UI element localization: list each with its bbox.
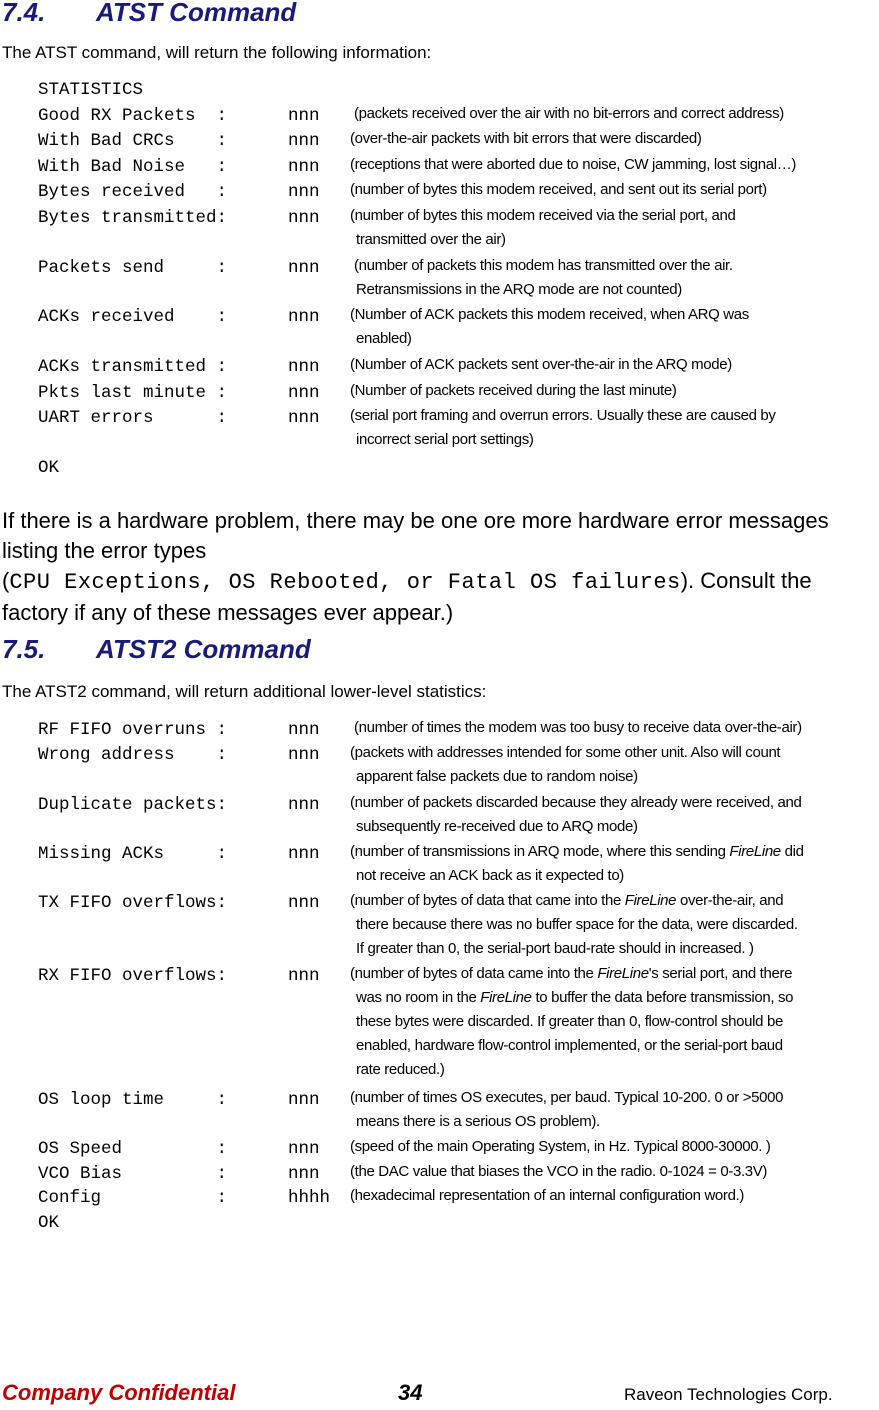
company-name: Raveon Technologies Corp. — [624, 1385, 833, 1404]
stat-description: (number of bytes this modem received via the serial port, and — [350, 207, 736, 224]
section-number: 7.4. — [2, 0, 46, 27]
section-title: ATST Command — [96, 0, 297, 27]
stat-label: Pkts last minute : — [38, 383, 228, 403]
stat-description: was no room in the FireLine to buffer the data before transmission, so — [356, 989, 794, 1006]
stat-description: enabled, hardware flow-control implemented, or the serial-port baud — [356, 1037, 783, 1054]
stat-description: (Number of ACK packets sent over-the-air in the ARQ mode) — [350, 356, 732, 373]
stat-value: nnn — [288, 106, 320, 126]
stat-value: nnn — [288, 157, 320, 177]
stat-value: nnn — [288, 258, 320, 278]
stat-label: Bytes received : — [38, 182, 228, 202]
stat-description: (Number of packets received during the last minute) — [350, 382, 677, 399]
stat-label: RF FIFO overruns : — [38, 720, 228, 740]
ok-line: OK — [38, 458, 60, 478]
stat-description: apparent false packets due to random noise) — [356, 768, 638, 785]
stat-value: nnn — [288, 966, 320, 986]
stat-description: these bytes were discarded. If greater than 0, flow-control should be — [356, 1013, 783, 1030]
paragraph-text-2: ). Consult the factory if any of these messages ever appear.) — [2, 568, 812, 625]
stat-description: incorrect serial port settings) — [356, 431, 534, 448]
product-name: FireLine — [729, 843, 781, 860]
hardware-problem-paragraph — [2, 506, 872, 628]
stat-description: enabled) — [356, 330, 412, 347]
stat-value: nnn — [288, 357, 320, 377]
stat-value: hhhh — [288, 1188, 331, 1208]
statistics-header: STATISTICS — [38, 80, 144, 100]
stat-description: (serial port framing and overrun errors. Usually these are caused by — [350, 407, 776, 424]
stat-description: (packets received over the air with no bit-errors and correct address) — [354, 105, 784, 122]
stat-description: there because there was no buffer space for the data, were discarded. — [356, 916, 798, 933]
stat-label: Packets send : — [38, 258, 228, 278]
stat-description: (over-the-air packets with bit errors that were discarded) — [350, 130, 702, 147]
stat-description: (number of times OS executes, per baud. Typical 10-200. 0 or >5000 — [350, 1089, 784, 1106]
stat-label: Wrong address : — [38, 745, 228, 765]
stat-description: (number of transmissions in ARQ mode, where this sending FireLine did — [350, 843, 804, 860]
stat-description: (hexadecimal representation of an internal configuration word.) — [350, 1187, 745, 1204]
stat-label: With Bad CRCs : — [38, 131, 228, 151]
stat-label: UART errors : — [38, 408, 228, 428]
product-name: FireLine — [480, 989, 532, 1006]
stat-value: nnn — [288, 307, 320, 327]
stat-description: (number of times the modem was too busy to receive data over-the-air) — [354, 719, 802, 736]
stat-label: Missing ACKs : — [38, 844, 228, 864]
stat-description: (number of packets discarded because they already were received, and — [350, 794, 802, 811]
stat-description: (number of bytes of data that came into the FireLine over-the-air, and — [350, 892, 784, 909]
stat-label: ACKs received : — [38, 307, 228, 327]
section-heading-7-4 — [2, 0, 296, 28]
stat-description: (number of bytes this modem received, and sent out its serial port) — [350, 181, 767, 198]
stat-description: (speed of the main Operating System, in Hz. Typical 8000-30000. ) — [350, 1138, 771, 1155]
stat-description: (receptions that were aborted due to noise, CW jamming, lost signal…) — [350, 156, 797, 173]
stat-description: rate reduced.) — [356, 1061, 445, 1078]
stat-value: nnn — [288, 720, 320, 740]
stat-label: Duplicate packets: — [38, 795, 228, 815]
stat-description: transmitted over the air) — [356, 231, 506, 248]
stat-value: nnn — [288, 795, 320, 815]
stat-description: subsequently re-received due to ARQ mode) — [356, 818, 638, 835]
product-name: FireLine — [624, 892, 677, 909]
stat-description: (number of packets this modem has transmitted over the air. — [354, 257, 733, 274]
stat-description: means there is a serious OS problem). — [356, 1113, 600, 1130]
section-number: 7.5. — [2, 634, 46, 664]
stat-value: nnn — [288, 893, 320, 913]
stat-label: Bytes transmitted: — [38, 208, 228, 228]
stat-value: nnn — [288, 383, 320, 403]
stat-value: nnn — [288, 1164, 320, 1184]
stat-label: OS Speed : — [38, 1139, 228, 1159]
stat-value: nnn — [288, 844, 320, 864]
stat-value: nnn — [288, 131, 320, 151]
stat-description: (Number of ACK packets this modem received, when ARQ was — [350, 306, 749, 323]
ok-line: OK — [38, 1213, 60, 1233]
stat-label: RX FIFO overflows: — [38, 966, 228, 986]
product-name: FireLine — [597, 965, 649, 982]
stat-value: nnn — [288, 1139, 320, 1159]
stat-description: not receive an ACK back as it expected to) — [356, 867, 624, 884]
stat-description: If greater than 0, the serial-port baud-rate should in increased. ) — [356, 940, 754, 957]
stat-label: ACKs transmitted : — [38, 357, 228, 377]
stat-value: nnn — [288, 182, 320, 202]
stat-description: (number of bytes of data came into the FireLine's serial port, and there — [350, 965, 793, 982]
stat-value: nnn — [288, 208, 320, 228]
stat-label: VCO Bias : — [38, 1164, 228, 1184]
company-confidential: Company Confidential — [2, 1380, 236, 1405]
stat-label: OS loop time : — [38, 1090, 228, 1110]
section-title: ATST2 Command — [96, 634, 311, 664]
stat-value: nnn — [288, 745, 320, 765]
paragraph-text-1: If there is a hardware problem, there may be one ore more hardware error messages listing the error types ( — [2, 508, 829, 593]
stat-label: TX FIFO overflows: — [38, 893, 228, 913]
stat-label: Good RX Packets : — [38, 106, 228, 126]
section-heading-7-5 — [2, 634, 311, 665]
paragraph-error-types: CPU Exceptions, OS Rebooted, or Fatal OS failures — [9, 570, 681, 595]
section-intro: The ATST2 command, will return additional lower-level statistics: — [2, 682, 487, 701]
stat-description: (packets with addresses intended for some other unit. Also will count — [350, 744, 781, 761]
section-intro: The ATST command, will return the following information: — [2, 43, 432, 62]
stat-label: With Bad Noise : — [38, 157, 228, 177]
stat-description: (the DAC value that biases the VCO in the radio. 0-1024 = 0-3.3V) — [350, 1163, 768, 1180]
stat-label: Config : — [38, 1188, 228, 1208]
stat-value: nnn — [288, 408, 320, 428]
page-number: 34 — [398, 1380, 423, 1405]
stat-value: nnn — [288, 1090, 320, 1110]
stat-description: Retransmissions in the ARQ mode are not counted) — [356, 281, 682, 298]
